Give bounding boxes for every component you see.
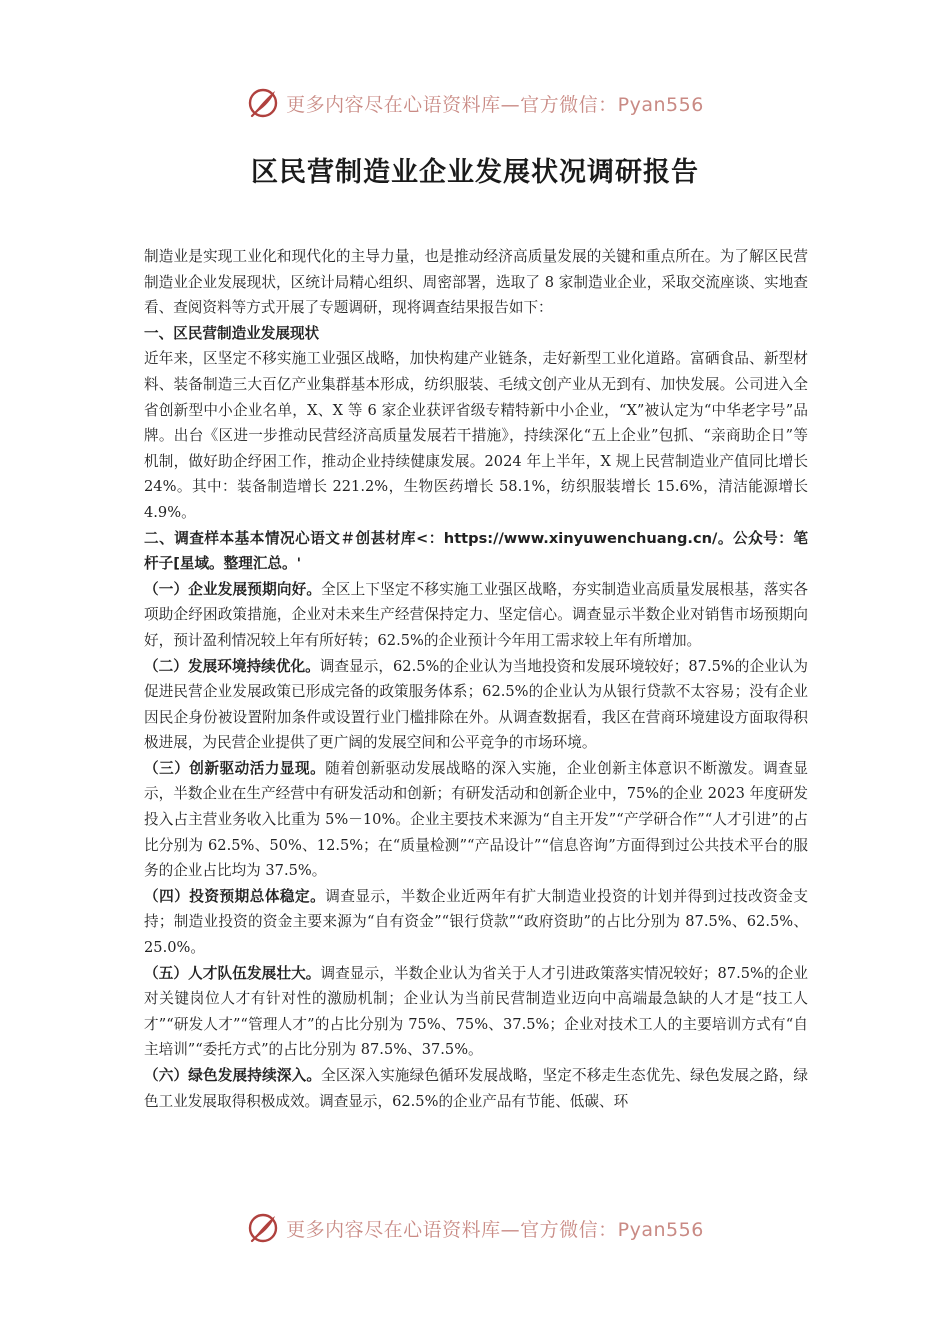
- quill-logo-icon: [246, 86, 280, 120]
- item-text: 全区上下坚定不移实施工业强区战略，夯实制造业高质量发展根基，落实各项助企纾困政策措施，企业对未来生产经营保持定力、坚定信心。调查显示半数企业对销售市场预期向好，预计盈利情况较上年有所好转；62.5%的企业预计今年用工需求较上年有所增加。: [144, 580, 808, 649]
- item-text: 全区深入实施绿色循环发展战略，坚定不移走生态优先、绿色发展之路，绿色工业发展取得积极成效。调查显示，62.5%的企业产品有节能、低碳、环: [144, 1067, 808, 1110]
- intro-paragraph: 制造业是实现工业化和现代化的主导力量，也是推动经济高质量发展的关键和重点所在。为了解区民营制造业企业发展现状，区统计局精心组织、周密部署，选取了 8 家制造业企业，采取交流座谈、实地查看、查阅资料等方式开展了专题调研，现将调查结果报告如下：: [144, 248, 808, 317]
- survey-item: [144, 1063, 808, 1114]
- item-lead: （四）投资预期总体稳定。: [144, 887, 326, 905]
- item-lead: （五）人才队伍发展壮大。: [144, 964, 321, 982]
- item-lead: （六）绿色发展持续深入。: [144, 1067, 322, 1084]
- header-banner: [0, 83, 950, 123]
- item-lead: （一）企业发展预期向好。: [144, 580, 322, 598]
- item-text: 调查显示，62.5%的企业认为当地投资和发展环境较好；87.5%的企业认为促进民营企业发展政策已形成完备的政策服务体系；62.5%的企业认为从银行贷款不太容易；没有企业因民企身份被设置附加条件或设置行业门槛排除在外。从调查数据看，我区在营商环境建设方面取得积极进展，为民营企业提供了更广阔的发展空间和公平竞争的市场环境。: [144, 657, 808, 752]
- item-lead: （三）创新驱动活力显现。: [144, 759, 326, 777]
- page-title: 区民营制造业企业发展状况调研报告: [251, 157, 699, 188]
- item-text: 随着创新驱动发展战略的深入实施，企业创新主体意识不断激发。调查显示，半数企业在生产经营中有研发活动和创新；有研发活动和创新企业中，75%的企业 2023 年度研发投入占主营业务收入比重为 5%－10%。企业主要技术来源为“自主开发”“产学研合作”“人才引进”的占比分别为 62.5%、50%、12.5%；在“质量检测”“产品设计”“信息咨询”方面得到过公共技术平台的服务的企业占比均为 37.5%。: [144, 759, 808, 880]
- item-lead: （二）发展环境持续优化。: [144, 657, 320, 675]
- banner-text: 更多内容尽在心语资料库—官方微信：Pyan556: [286, 93, 704, 116]
- quill-logo-icon: [246, 1211, 280, 1245]
- survey-item: [144, 961, 808, 1063]
- banner-text: 更多内容尽在心语资料库—官方微信：Pyan556: [286, 1218, 704, 1241]
- report-body: [144, 244, 808, 1114]
- section-heading: 一、区民营制造业发展现状: [144, 324, 320, 342]
- section-heading: 二、调查样本基本情况心语文＃创甚材库<：https://www.xinyuwenchuang.cn/。公众号：笔杆子[星域。整理汇总。': [144, 529, 808, 573]
- item-text: 调查显示，半数企业认为省关于人才引进政策落实情况较好；87.5%的企业对关键岗位人才有针对性的激励机制；企业认为当前民营制造业迈向中高端最急缺的人才是“技工人才”“研发人才”“管理人才”的占比分别为 75%、75%、37.5%；企业对技术工人的主要培训方式有“自主培训”“委托方式”的占比分别为 87.5%、37.5%。: [144, 964, 808, 1059]
- survey-item: [144, 654, 808, 756]
- survey-item: [144, 756, 808, 884]
- survey-item: [144, 884, 808, 961]
- section-paragraph: 近年来，区坚定不移实施工业强区战略，加快构建产业链条，走好新型工业化道路。富硒食品、新型材料、装备制造三大百亿产业集群基本形成，纺织服装、毛绒文创产业从无到有、加快发展。公司进入全省创新型中小企业名单，X、X 等 6 家企业获评省级专精特新中小企业，“X”被认定为“中华老字号”品牌。出台《区进一步推动民营经济高质量发展若干措施》，持续深化“五上企业”包抓、“亲商助企日”等机制，做好助企纾困工作，推动企业持续健康发展。2024 年上半年，X 规上民营制造业产值同比增长 24%。其中：装备制造增长 221.2%，生物医药增长 58.1%，纺织服装增长 15.6%，清洁能源增长 4.9%。: [144, 350, 809, 521]
- footer-banner: [0, 1208, 950, 1248]
- survey-item: [144, 577, 808, 654]
- item-text: 调查显示，半数企业近两年有扩大制造业投资的计划并得到过技改资金支持；制造业投资的资金主要来源为“自有资金”“银行贷款”“政府资助”的占比分别为 87.5%、62.5%、25.0%。: [144, 887, 808, 957]
